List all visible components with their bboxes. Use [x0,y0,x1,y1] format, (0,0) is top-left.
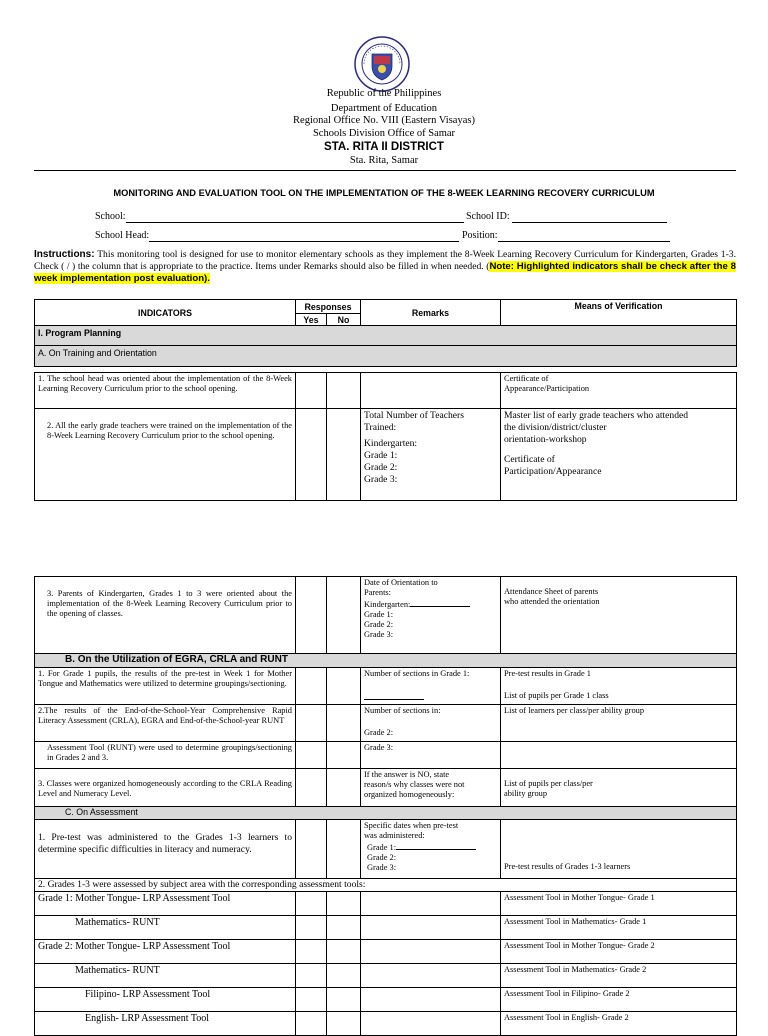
no-cell[interactable] [327,916,361,940]
indicator-cell: Mathematics- RUNT [35,916,296,940]
table-row [35,668,737,705]
means-cell: Master list of early grade teachers who attended the division/district/cluster orientation-workshop Certificate of Participation/Appearance [501,409,737,501]
yes-cell[interactable] [296,988,327,1012]
table-row [35,964,737,988]
yes-cell[interactable] [296,373,327,409]
means-cell: Assessment Tool in Mathematics- Grade 1 [501,916,737,940]
instructions-body: This monitoring tool is designed for use to monitor elementary schools as they implement the 8-Week Learning Recovery Curriculum for Kindergarten, Grades 1-3. Check ( / ) the column that is appropriate to the practice. Items under Remarks should also be filled in when needed. ( [34,249,736,272]
table-row [35,742,737,769]
section-program-planning: I. Program Planning [35,326,737,346]
remarks-cell[interactable] [361,964,501,988]
header-department: Department of Education [330,103,438,114]
no-cell[interactable] [327,373,361,409]
header-division: Schools Division Office of Samar [312,128,456,139]
table-row [35,705,737,742]
means-cell: List of learners per class/per ability group [501,705,737,742]
table-row [35,820,737,879]
header-region: Regional Office No. VIII (Eastern Visayas) [293,115,475,126]
remarks-cell[interactable] [361,892,501,916]
yes-cell[interactable] [296,409,327,501]
header-republic: Republic of the Philippines [326,88,442,99]
position-field[interactable] [462,230,670,242]
means-cell: Assessment Tool in English- Grade 2 [501,1012,737,1036]
school-head-field[interactable] [95,230,459,242]
yes-cell[interactable] [296,964,327,988]
indicator-cell: Mathematics- RUNT [35,964,296,988]
yes-cell[interactable] [296,577,327,654]
means-cell: Attendance Sheet of parents who attended the orientation [501,577,737,654]
table-row [35,373,737,409]
indicator-cell: Assessment Tool (RUNT) were used to determine groupings/sectioning in Grades 2 and 3. [35,742,296,769]
no-cell[interactable] [327,988,361,1012]
monitoring-table-2 [34,576,737,1036]
remarks-cell[interactable]: Grade 3: [361,742,501,769]
school-id-field[interactable] [466,211,667,223]
header-remarks: Remarks [361,300,501,326]
no-cell[interactable] [327,892,361,916]
no-cell[interactable] [327,409,361,501]
school-label: School: [95,211,126,222]
no-cell[interactable] [327,940,361,964]
indicator-cell: 2. All the early grade teachers were trained on the implementation of the 8-Week Learning Recovery Curriculum prior to the school opening. [35,409,296,501]
table-row [35,409,737,501]
table-row [35,577,737,654]
header-divider [34,170,736,171]
yes-cell[interactable] [296,940,327,964]
remarks-cell[interactable] [361,988,501,1012]
remarks-cell[interactable]: If the answer is NO, state reason/s why classes were not organized homogeneously: [361,769,501,807]
no-cell[interactable] [327,668,361,705]
means-cell: Assessment Tool in Mother Tongue- Grade 2 [501,940,737,964]
instructions [34,249,736,285]
table-row [35,916,737,940]
yes-cell[interactable] [296,820,327,879]
table-row [35,892,737,916]
header-indicators: INDICATORS [35,300,296,326]
table-row [35,940,737,964]
header-means: Means of Verification [501,300,737,326]
no-cell[interactable] [327,964,361,988]
remarks-cell[interactable]: Specific dates when pre-test was administered: Grade 1: Grade 2: Grade 3: [361,820,501,879]
means-cell: List of pupils per class/per ability group [501,769,737,807]
instructions-note: Note: Highlighted indicators shall be check after the 8 week implementation post evaluation). [34,261,736,284]
no-cell[interactable] [327,769,361,807]
school-head-label: School Head: [95,230,150,241]
no-cell[interactable] [327,577,361,654]
school-id-label: School ID: [466,211,510,222]
table-row [35,988,737,1012]
remarks-cell[interactable] [361,916,501,940]
means-cell: Pre-test results of Grades 1-3 learners [501,820,737,879]
assessment-tools-row: 2. Grades 1-3 were assessed by subject area with the corresponding assessment tools: [35,879,737,892]
remarks-cell[interactable] [361,940,501,964]
position-label: Position: [462,230,498,241]
indicator-cell: 1. Pre-test was administered to the Grades 1-3 learners to determine specific difficulties in literacy and numeracy. [35,820,296,879]
remarks-cell[interactable]: Number of sections in Grade 1: [361,668,501,705]
indicator-cell: Filipino- LRP Assessment Tool [35,988,296,1012]
header-no: No [327,314,361,326]
means-cell: Assessment Tool in Mother Tongue- Grade 1 [501,892,737,916]
deped-seal-icon [354,36,410,92]
indicator-cell: Grade 1: Mother Tongue- LRP Assessment Tool [35,892,296,916]
indicator-cell: English- LRP Assessment Tool [35,1012,296,1036]
indicator-cell: Grade 2: Mother Tongue- LRP Assessment Tool [35,940,296,964]
yes-cell[interactable] [296,705,327,742]
section-utilization: B. On the Utilization of EGRA, CRLA and RUNT [35,654,737,668]
indicator-cell: 3. Parents of Kindergarten, Grades 1 to 3 were oriented about the implementation of the 8-Week Learning Recovery Curriculum prior to the opening of classes. [35,577,296,654]
indicator-cell: 2.The results of the End-of-the-School-Year Comprehensive Rapid Literacy Assessment (CRLA), EGRA and End-of-the-School-year RUNT [35,705,296,742]
indicator-cell: 3. Classes were organized homogeneously according to the CRLA Reading Level and Numeracy Level. [35,769,296,807]
header-responses: Responses [296,300,361,314]
indicator-cell: 1. The school head was oriented about the implementation of the 8-Week Learning Recovery Curriculum prior to the school opening. [35,373,296,409]
means-cell [501,742,737,769]
remarks-cell[interactable]: Number of sections in: Grade 2: [361,705,501,742]
indicator-cell: 1. For Grade 1 pupils, the results of the pre-test in Week 1 for Mother Tongue and Mathematics were utilized to determine groupings/sectioning. [35,668,296,705]
yes-cell[interactable] [296,769,327,807]
header-yes: Yes [296,314,327,326]
yes-cell[interactable] [296,916,327,940]
document-title: MONITORING AND EVALUATION TOOL ON THE IMPLEMENTATION OF THE 8-WEEK LEARNING RECOVERY CURRICULUM [113,188,655,198]
remarks-cell[interactable] [361,373,501,409]
no-cell[interactable] [327,742,361,769]
no-cell[interactable] [327,820,361,879]
remarks-cell[interactable]: Total Number of Teachers Trained: Kindergarten: Grade 1: Grade 2: Grade 3: [361,409,501,501]
means-cell: Certificate of Appearance/Participation [501,373,737,409]
yes-cell[interactable] [296,742,327,769]
section-assessment: C. On Assessment [35,807,737,820]
no-cell[interactable] [327,705,361,742]
instructions-lead: Instructions: [34,249,95,260]
means-cell: Assessment Tool in Mathematics- Grade 2 [501,964,737,988]
school-field[interactable] [95,211,464,223]
yes-cell[interactable] [296,892,327,916]
remarks-cell[interactable]: Date of Orientation to Parents: Kindergarten: Grade 1: Grade 2: Grade 3: [361,577,501,654]
yes-cell[interactable] [296,668,327,705]
means-cell: Assessment Tool in Filipino- Grade 2 [501,988,737,1012]
header-district: STA. RITA II DISTRICT [324,141,444,153]
section-training: A. On Training and Orientation [35,346,737,367]
table-row [35,769,737,807]
means-cell: Pre-test results in Grade 1 List of pupils per Grade 1 class [501,668,737,705]
monitoring-table-1 [34,299,737,501]
header-address: Sta. Rita, Samar [349,155,419,166]
